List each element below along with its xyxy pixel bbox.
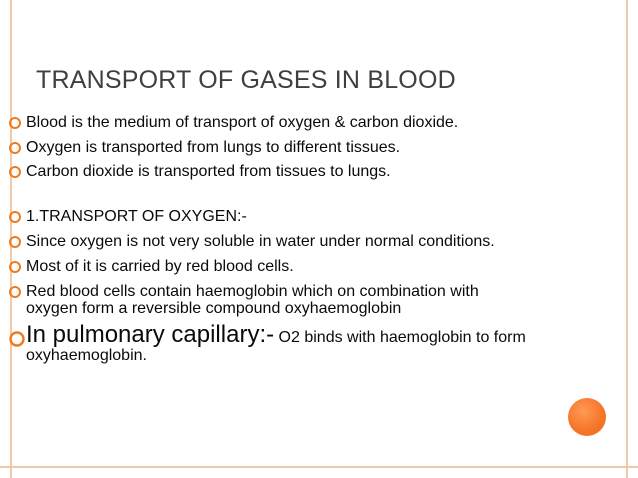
slide-title: TRANSPORT OF GASES IN BLOOD [36, 66, 456, 94]
circle-bullet-icon [8, 165, 22, 179]
bullet-text [26, 323, 616, 364]
circle-bullet-icon [8, 330, 26, 348]
bullet-lead: In pulmonary capillary:- [26, 321, 275, 348]
bullet-text: Oxygen is transported from lungs to different tissues. [26, 139, 401, 156]
circle-bullet-icon [8, 116, 22, 130]
orange-orb-icon [568, 398, 606, 436]
circle-bullet-icon [8, 260, 22, 274]
bullet-line: O2 binds with haemoglobin to form [274, 329, 526, 346]
bullet-continuation: oxygen form a reversible compound oxyhaemoglobin [26, 300, 402, 317]
circle-bullet-icon [8, 141, 22, 155]
bullet-text [26, 283, 616, 317]
circle-bullet-icon [8, 235, 22, 249]
bullet-line: Red blood cells contain haemoglobin which on combination with [26, 283, 479, 300]
bullet-text: Since oxygen is not very soluble in water under normal conditions. [26, 233, 495, 250]
bullet-text: Carbon dioxide is transported from tissues to lungs. [26, 163, 391, 180]
bullet-text: Blood is the medium of transport of oxygen & carbon dioxide. [26, 114, 459, 131]
bullet-text: 1.TRANSPORT OF OXYGEN:- [26, 208, 247, 225]
bullet-text: Most of it is carried by red blood cells. [26, 258, 294, 275]
circle-bullet-icon [8, 285, 22, 299]
bullet-continuation: oxyhaemoglobin. [26, 347, 147, 364]
circle-bullet-icon [8, 210, 22, 224]
